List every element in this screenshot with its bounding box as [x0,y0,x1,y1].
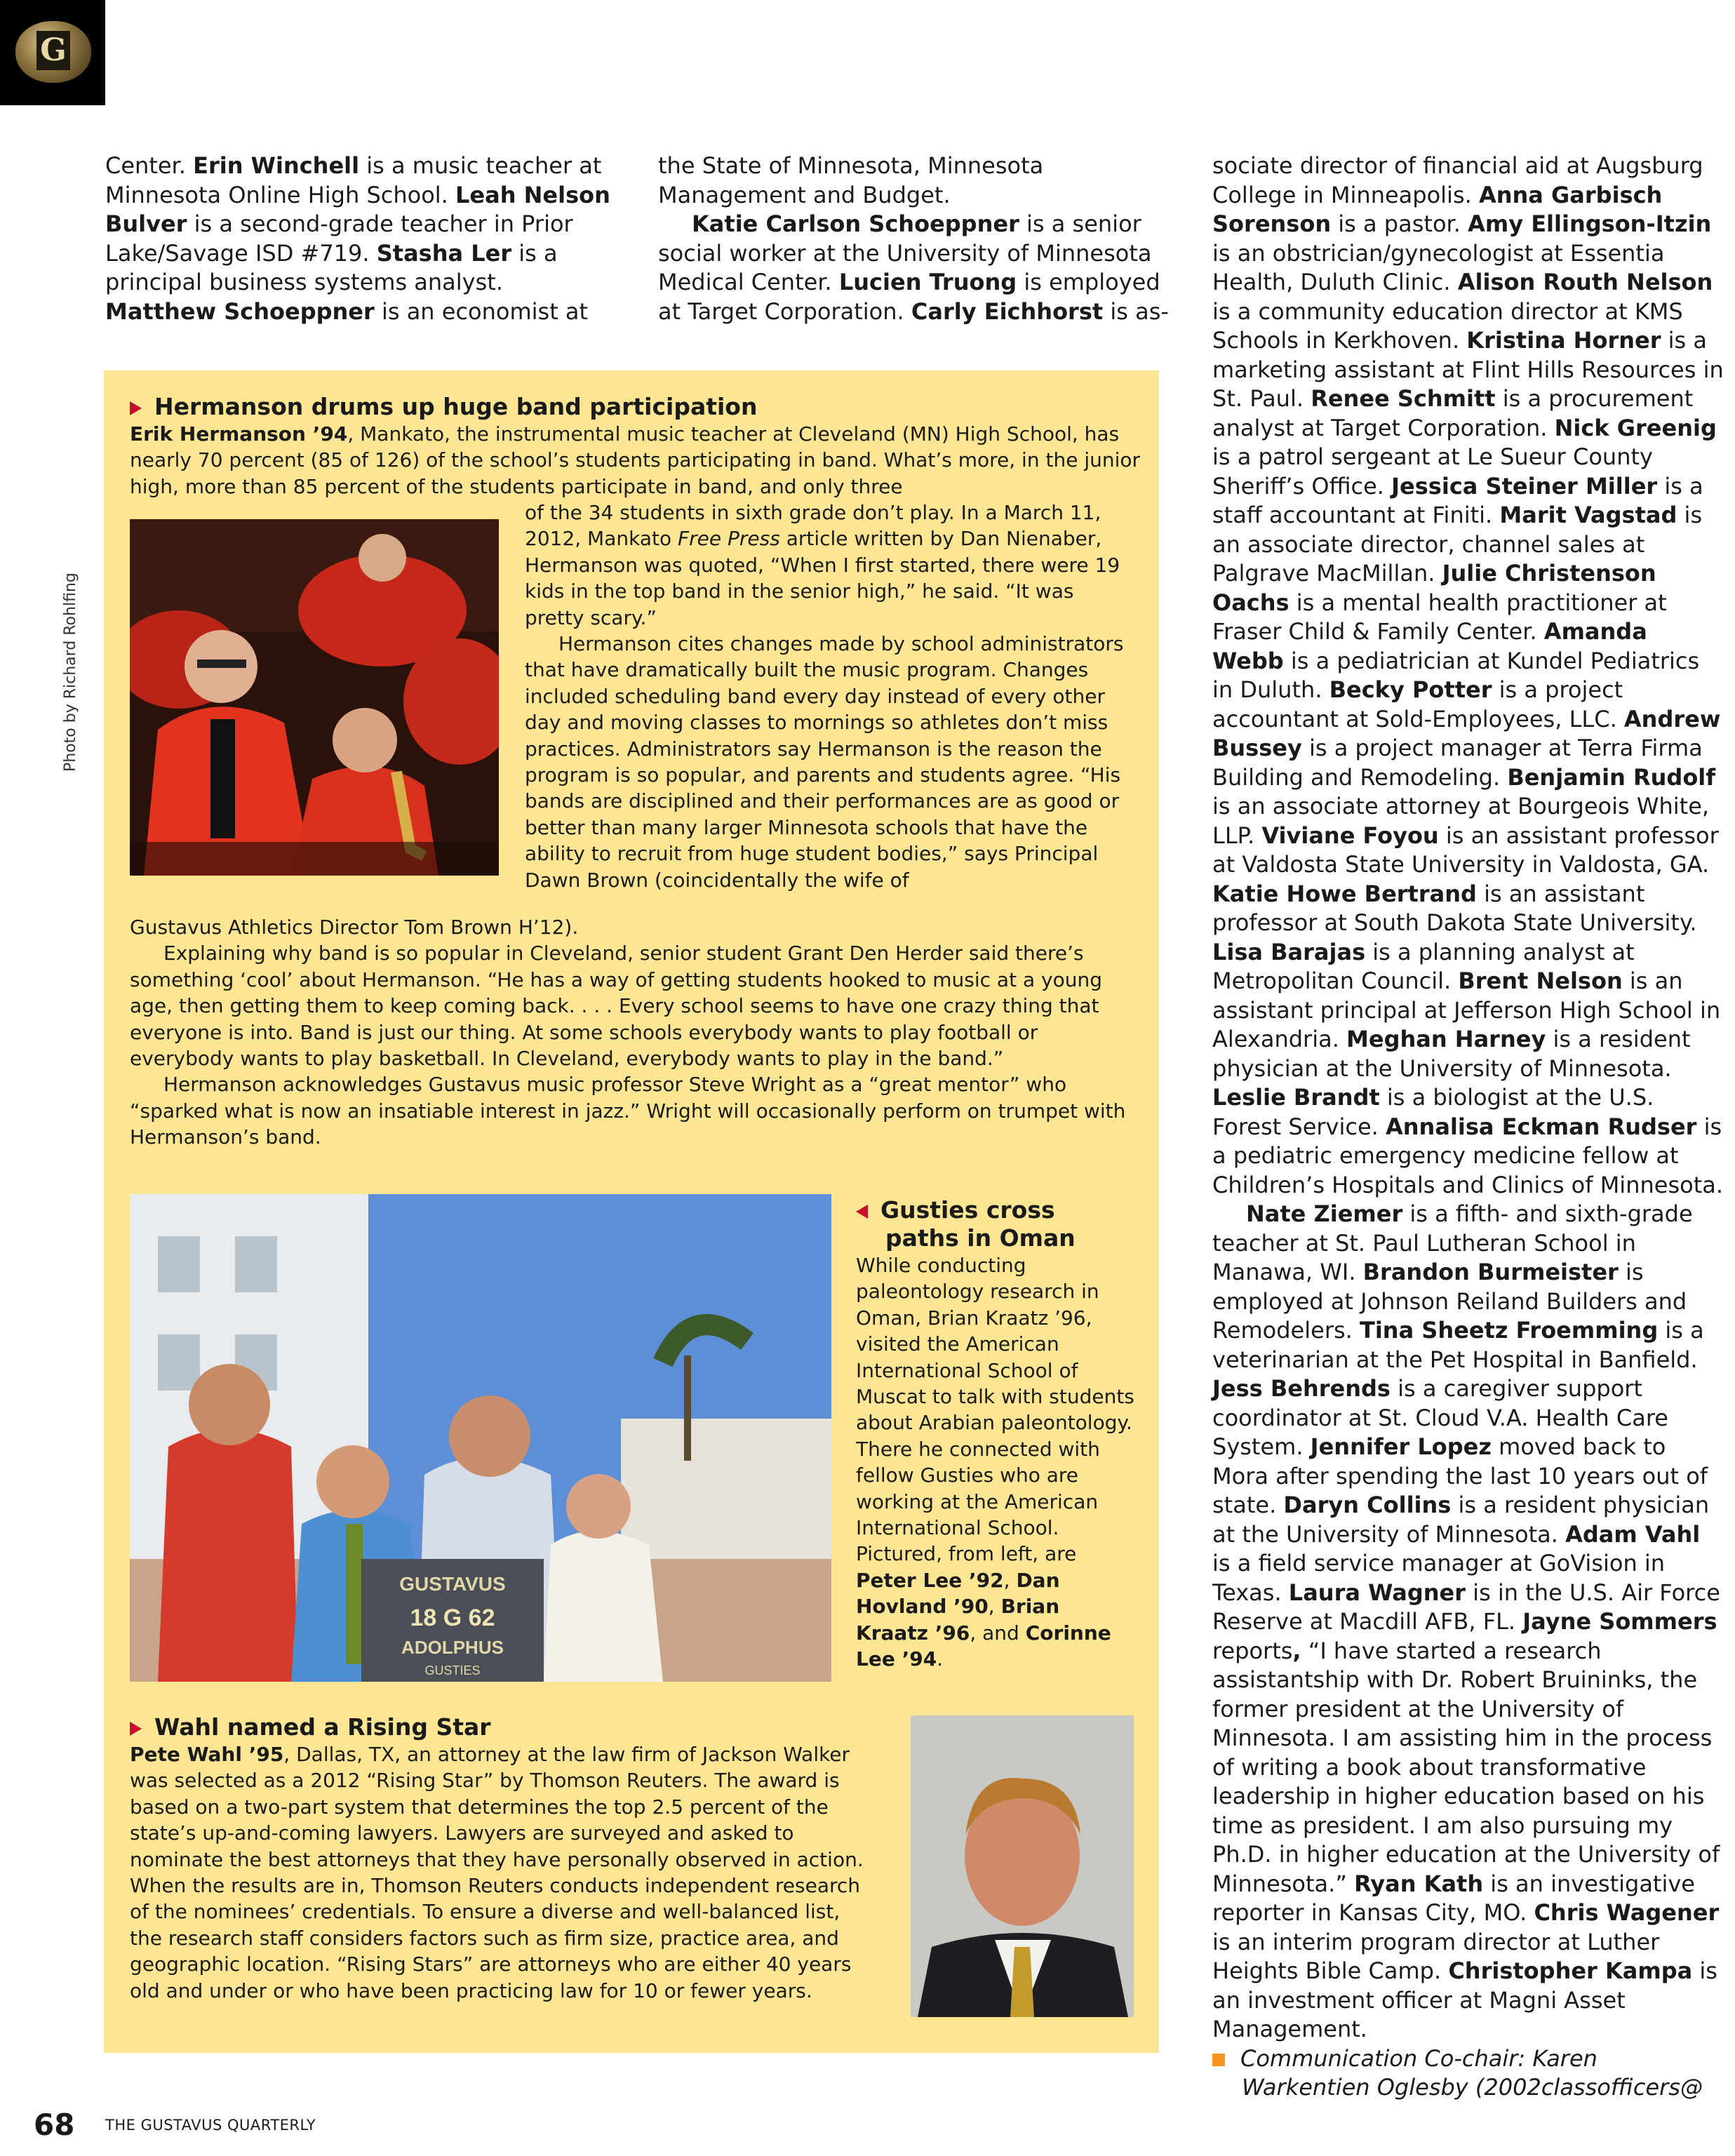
column-3-para-1: sociate director of financial aid at Augsburg College in Minneapolis. Anna Garbisch Sorenson is a pastor. Amy Ellingson-Itzin is an obstrician/gynecologist at Essentia Health, Duluth Clinic. Alison Routh Nelson is a community education director at KMS Schools in Kerkhoven. Kristina Horner is a marketing assistant at Flint Hills Resources in St. Paul. Renee Schmitt is a procurement analyst at Target Corporation. Nick Greenig is a patrol sergeant at Le Sueur County Sheriff’s Office. Jessica Steiner Miller is a staff accountant at Finiti. Marit Vagstad is an associate director, channel sales at Palgrave MacMillan. Julie Christenson Oachs is a mental health practitioner at Fraser Child & Family Center. Amanda Webb is a pediatrician at Kundel Pediatrics in Duluth. Becky Potter is a project accountant at Sold-Employees, LLC. Andrew Bussey is a project manager at Terra Firma Building and Remodeling. Benjamin Rudolf is an associate attorney at Bourgeois White, LLP. Viviane Foyou is an assistant professor at Valdosta State University in Valdosta, GA. Katie Howe Bertrand is an assistant professor at South Dakota State University. Lisa Barajas is a planning analyst at Metropolitan Council. Brent Nelson is an assistant principal at Jefferson High School in Alexandria. Meghan Harney is a resident physician at the University of Minnesota. Leslie Brandt is a biologist at the U.S. Forest Service. Annalisa Eckman Rudser is a pediatric emergency medicine fellow at Children’s Hospitals and Clinics of Minnesota. [1212,152,1724,1198]
column-2-para-2: Katie Carlson Schoeppner is a senior social worker at the University of Minnesota Medical Center. Lucien Truong is employed at Target Corporation. Carly Eichhorst is as- [658,210,1169,325]
column-2 [658,152,1170,326]
page-number: 68 [34,2108,75,2142]
column-2-para-1: the State of Minnesota, Minnesota Management and Budget. [658,152,1044,208]
column-1-text: Center. Erin Winchell is a music teacher at Minnesota Online High School. Leah Nelson Bulver is a second-grade teacher in Prior Lake/Savage ISD #719. Stasha Ler is a principal business systems analyst. Matthew Schoeppner is an economist at [105,152,610,325]
cochair-text: Communication Co-chair: Karen Warkentien Oglesby (2002classofficers@ [1240,2044,1703,2101]
story-band-wrap-1: of the 34 students in sixth grade don’t play. In a March 11, 2012, Mankato Free Press article written by Dan Nienaber, Hermanson was quoted, “When I first started, there were 19 kids in the top band in the senior high,” he said. “It was pretty scary.” [525,501,1120,629]
story-oman-headline-1: Gusties cross [880,1196,1055,1224]
story-band-tail-2: Explaining why band is so popular in Cleveland, senior student Grant Den Herder said there’s something ‘cool’ about Hermanson. “He has a way of getting students hooked to music at a young age, then getting them to keep coming back. . . . Every school seems to have one crazy thing that everyone is into. Band is just our thing. At some schools everybody wants to play football or everybody wants to play basketball. In Cleveland, everybody wants to play in the band.” [130,942,1102,1071]
logo-letter: G [36,31,70,70]
column-1 [105,152,617,326]
story-wahl-headline: Wahl named a Rising Star [154,1713,491,1741]
story-wahl [130,1713,873,2004]
ring-icon [15,21,91,83]
red-arrow-left-icon [856,1205,868,1219]
banner-text-bottom: ADOLPHUS [401,1637,504,1658]
column-3-para-2: Nate Ziemer is a fifth- and sixth-grade teacher at St. Paul Lutheran School in Manawa, WI. Brandon Burmeister is employed at Johnson Reiland Builders and Remodelers. Tina Sheetz Froemming is a veterinarian at the Pet Hospital in Banfield. Jess Behrends is a caregiver support coordinator at St. Cloud V.A. Health Care System. Jennifer Lopez moved back to Mora after spending the last 10 years out of state. Daryn Collins is a resident physician at the University of Minnesota. Adam Vahl is a field service manager at GoVision in Texas. Laura Wagner is in the U.S. Air Force Reserve at Macdill AFB, FL. Jayne Sommers reports, “I have started a research assistantship with Dr. Robert Bruininks, the former president at the University of Minnesota. I am assisting him in the process of writing a book about transformative leadership in higher education based on his time as president. I am also pursuing my Ph.D. in higher education at the University of Minnesota.” Ryan Kath is an investigative reporter in Kansas City, MO. Chris Wagener is an interim program director at Luther Heights Bible Camp. Christopher Kampa is an investment officer at Magni Asset Management. [1212,1200,1720,2042]
oman-photo-image [130,1194,831,1682]
class-ring-logo [0,0,105,105]
red-arrow-icon [130,1722,142,1736]
bullet-square-icon [1212,2054,1225,2066]
story-oman-body: While conducting paleontology research in Oman, Brian Kraatz ’96, visited the American International School of Muscat to talk with students about Arabian paleontology. There he connected with fellow Gusties who are working at the American International School. Pictured, from left, are Peter Lee ’92, Dan Hovland ’90, Brian Kraatz ’96, and Corinne Lee ’94. [856,1254,1134,1671]
story-oman-headline-1-row [856,1196,1137,1224]
story-band-headline: Hermanson drums up huge band participation [154,393,758,420]
wahl-portrait-image [911,1715,1134,2017]
column-3 [1212,152,1724,2103]
band-photo-image [130,519,499,876]
story-band-tail-3: Hermanson acknowledges Gustavus music professor Steve Wright as a “great mentor” who “sparked what is now an insatiable interest in jazz.” Wright will occasionally perform on trumpet with Hermanson’s band. [130,1073,1126,1149]
photo-credit: Photo by Richard Rohlfing [62,573,79,772]
cochair-note [1212,2044,1724,2103]
story-band-wrap-2: Hermanson cites changes made by school administrators that have dramatically built the music program. Changes included scheduling band every day instead of every other day and moving classes to mornings so athletes don’t miss practices. Administrators say Hermanson is the reason the program is so popular, and parents and students agree. “His bands are disciplined and their performances are as good or better than many larger Minnesota schools that have the ability to recruit from huge student bodies,” says Principal Dawn Brown (coincidentally the wife of [525,632,1124,892]
story-wahl-body: Pete Wahl ’95, Dallas, TX, an attorney at the law firm of Jackson Walker was selected as a 2012 “Rising Star” by Thomson Reuters. The award is based on a two-part system that determines the top 2.5 percent of the state’s up-and-coming lawyers. Lawyers are surveyed and asked to nominate the best attorneys that they have personally observed in action. When the results are in, Thomson Reuters conducts independent research of the nominees’ credentials. To ensure a diverse and well-balanced list, the research staff considers factors such as firm size, practice area, and geographic location. “Rising Stars” are attorneys who are either 40 years old and under or who have been practicing law for 10 or fewer years. [130,1743,864,2002]
band-photo [130,519,499,876]
wahl-portrait [911,1715,1134,2017]
story-oman-headline-2: paths in Oman [885,1224,1076,1252]
red-arrow-icon [130,401,142,415]
banner-text-small: GUSTIES [424,1663,481,1678]
publication-title: THE GUSTAVUS QUARTERLY [105,2117,316,2134]
banner-text-mid: 18 G 62 [410,1605,495,1631]
story-band-lead: Erik Hermanson ’94, Mankato, the instrumental music teacher at Cleveland (MN) High School, has nearly 70 percent (85 of 126) of the school’s students participating in band. What’s more, in the junior high, more than 85 percent of the students participate in band, and only three [130,422,1141,498]
story-band-headline-row [130,393,1147,421]
oman-photo [130,1194,831,1682]
story-oman [856,1196,1137,1673]
banner-text-top: GUSTAVUS [399,1573,506,1595]
story-band-wrap [525,500,1135,893]
story-band [130,393,1147,500]
story-band-tail [130,914,1147,1151]
story-wahl-headline-row [130,1713,873,1741]
story-band-tail-1: Gustavus Athletics Director Tom Brown H’12). [130,916,579,939]
